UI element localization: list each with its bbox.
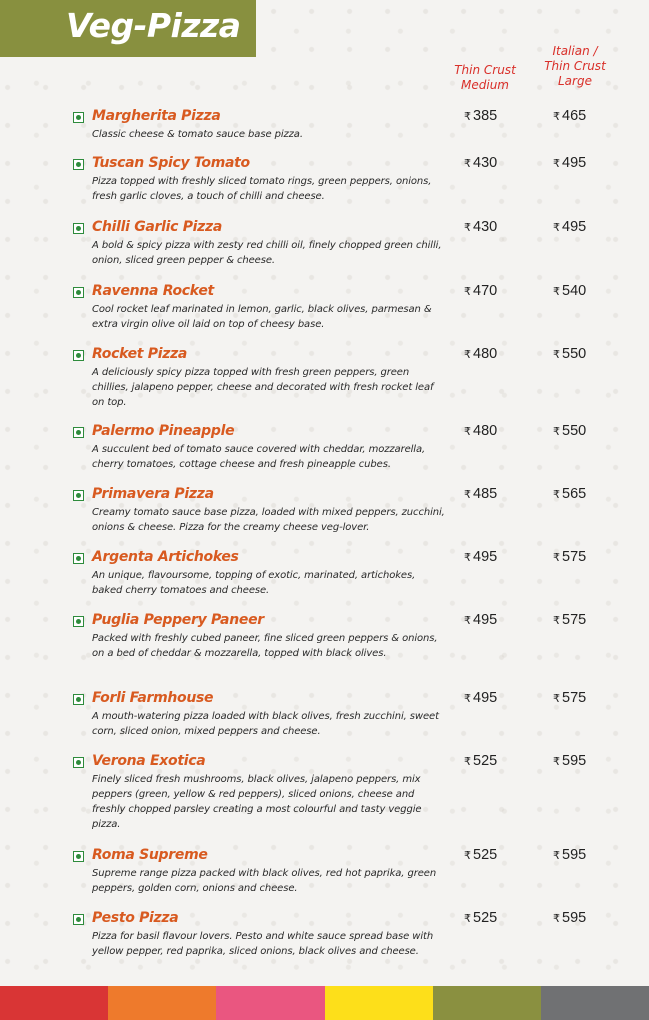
price-large-value: 595 (562, 847, 587, 863)
column-header-medium (446, 63, 524, 93)
column-header-medium-line: Thin Crust (454, 63, 516, 77)
veg-mark-icon (73, 616, 84, 627)
veg-mark-icon (73, 694, 84, 705)
rupee-icon: ₹ (553, 426, 560, 438)
item-description: Supreme range pizza packed with black olives, red hot paprika, green peppers, golden corn, onions and cheese. (92, 868, 437, 894)
price-large-value: 495 (562, 219, 587, 235)
item-description: Pizza topped with freshly sliced tomato rings, green peppers, onions, fresh garlic cloves, a touch of chilli and cheese. (92, 176, 432, 202)
price-large-value: 575 (562, 690, 587, 706)
rupee-icon: ₹ (464, 850, 471, 862)
price-medium-value: 430 (473, 155, 498, 171)
stripe-segment (108, 986, 216, 1020)
price-medium (464, 847, 497, 863)
price-large (553, 155, 586, 171)
item-description: Creamy tomato sauce base pizza, loaded with mixed peppers, zucchini, onions & cheese. Pizza for the creamy cheese veg-lover. (92, 507, 445, 533)
item-description: An unique, flavoursome, topping of exotic, marinated, artichokes, baked cherry tomatoes and cheese. (92, 570, 416, 596)
rupee-icon: ₹ (464, 158, 471, 170)
rupee-icon: ₹ (553, 111, 560, 123)
stripe-segment (325, 986, 433, 1020)
price-large-value: 595 (562, 753, 587, 769)
price-medium-value: 385 (473, 108, 498, 124)
item-description: Finely sliced fresh mushrooms, black olives, jalapeno peppers, mix peppers (green, yellow & red peppers), sliced onions, cheese and freshly chopped parsley creating a most colourful and tasty veggie pizza. (92, 774, 422, 830)
item-name: Argenta Artichokes (92, 549, 239, 565)
price-medium (464, 690, 497, 706)
rupee-icon: ₹ (464, 222, 471, 234)
price-medium (464, 753, 497, 769)
price-medium (464, 108, 497, 124)
rupee-icon: ₹ (553, 850, 560, 862)
column-header-large (536, 44, 614, 89)
price-medium (464, 219, 497, 235)
veg-mark-icon (73, 757, 84, 768)
price-large-value: 575 (562, 612, 587, 628)
price-large-value: 550 (562, 346, 587, 362)
price-large-value: 495 (562, 155, 587, 171)
item-description: Cool rocket leaf marinated in lemon, garlic, black olives, parmesan & extra virgin olive oil laid on top of cheesy base. (92, 304, 432, 330)
rupee-icon: ₹ (464, 111, 471, 123)
color-stripe-footer (0, 986, 649, 1020)
price-medium-value: 470 (473, 283, 498, 299)
rupee-icon: ₹ (464, 349, 471, 361)
price-large (553, 910, 586, 926)
rupee-icon: ₹ (553, 489, 560, 501)
price-medium-value: 430 (473, 219, 498, 235)
veg-mark-icon (73, 851, 84, 862)
veg-mark-icon (73, 350, 84, 361)
rupee-icon: ₹ (464, 913, 471, 925)
price-medium-value: 485 (473, 486, 498, 502)
column-header-large-line: Italian / (552, 44, 598, 58)
item-description: Packed with freshly cubed paneer, fine sliced green peppers & onions, on a bed of cheddar & mozzarella, topped with black olives. (92, 633, 438, 659)
price-large (553, 283, 586, 299)
item-name: Tuscan Spicy Tomato (92, 155, 250, 171)
price-medium (464, 486, 497, 502)
price-large-value: 575 (562, 549, 587, 565)
price-large (553, 690, 586, 706)
veg-mark-icon (73, 287, 84, 298)
rupee-icon: ₹ (553, 222, 560, 234)
price-large-value: 595 (562, 910, 587, 926)
price-medium-value: 495 (473, 612, 498, 628)
price-large-value: 465 (562, 108, 587, 124)
price-medium (464, 612, 497, 628)
rupee-icon: ₹ (464, 693, 471, 705)
stripe-segment (541, 986, 649, 1020)
column-header-large-line: Large (558, 74, 592, 88)
price-medium-value: 525 (473, 753, 498, 769)
price-large (553, 219, 586, 235)
stripe-segment (0, 986, 108, 1020)
price-medium (464, 346, 497, 362)
rupee-icon: ₹ (464, 426, 471, 438)
rupee-icon: ₹ (553, 615, 560, 627)
rupee-icon: ₹ (553, 756, 560, 768)
item-name: Puglia Peppery Paneer (92, 612, 264, 628)
item-name: Chilli Garlic Pizza (92, 219, 223, 235)
price-large-value: 550 (562, 423, 587, 439)
price-large (553, 346, 586, 362)
price-medium-value: 480 (473, 346, 498, 362)
rupee-icon: ₹ (553, 349, 560, 361)
rupee-icon: ₹ (464, 286, 471, 298)
price-medium-value: 480 (473, 423, 498, 439)
veg-mark-icon (73, 490, 84, 501)
rupee-icon: ₹ (464, 615, 471, 627)
price-large-value: 540 (562, 283, 587, 299)
item-name: Roma Supreme (92, 847, 208, 863)
rupee-icon: ₹ (553, 286, 560, 298)
rupee-icon: ₹ (553, 158, 560, 170)
price-large (553, 847, 586, 863)
veg-mark-icon (73, 223, 84, 234)
item-description: A bold & spicy pizza with zesty red chilli oil, finely chopped green chilli, onion, sliced green pepper & cheese. (92, 240, 442, 266)
price-medium-value: 525 (473, 847, 498, 863)
price-large (553, 612, 586, 628)
item-name: Verona Exotica (92, 753, 206, 769)
header-banner (0, 0, 256, 57)
rupee-icon: ₹ (553, 693, 560, 705)
price-large (553, 486, 586, 502)
price-large (553, 753, 586, 769)
item-description: Classic cheese & tomato sauce base pizza. (92, 129, 303, 140)
veg-mark-icon (73, 553, 84, 564)
price-medium (464, 549, 497, 565)
stripe-segment (433, 986, 541, 1020)
price-medium (464, 423, 497, 439)
price-large (553, 108, 586, 124)
rupee-icon: ₹ (553, 552, 560, 564)
price-medium (464, 283, 497, 299)
item-name: Palermo Pineapple (92, 423, 235, 439)
price-large (553, 549, 586, 565)
veg-mark-icon (73, 112, 84, 123)
item-name: Rocket Pizza (92, 346, 188, 362)
veg-mark-icon (73, 427, 84, 438)
rupee-icon: ₹ (553, 913, 560, 925)
price-medium-value: 495 (473, 549, 498, 565)
veg-mark-icon (73, 159, 84, 170)
price-medium (464, 910, 497, 926)
item-name: Ravenna Rocket (92, 283, 214, 299)
rupee-icon: ₹ (464, 552, 471, 564)
price-medium (464, 155, 497, 171)
price-medium-value: 495 (473, 690, 498, 706)
item-description: A succulent bed of tomato sauce covered with cheddar, mozzarella, cherry tomatoes, cottage cheese and fresh pineapple cubes. (92, 444, 426, 470)
price-medium-value: 525 (473, 910, 498, 926)
item-name: Pesto Pizza (92, 910, 179, 926)
item-description: A deliciously spicy pizza topped with fresh green peppers, green chillies, jalapeno pepper, cheese and decorated with fresh rocket leaf on top. (92, 367, 434, 408)
price-large (553, 423, 586, 439)
item-description: Pizza for basil flavour lovers. Pesto and white sauce spread base with yellow pepper, red paprika, sliced onions, black olives and cheese. (92, 931, 434, 957)
column-header-medium-line: Medium (461, 78, 509, 92)
veg-mark-icon (73, 914, 84, 925)
rupee-icon: ₹ (464, 489, 471, 501)
item-name: Margherita Pizza (92, 108, 221, 124)
page-title: Veg-Pizza (66, 6, 241, 45)
rupee-icon: ₹ (464, 756, 471, 768)
stripe-segment (216, 986, 324, 1020)
item-name: Forli Farmhouse (92, 690, 214, 706)
column-header-large-line: Thin Crust (544, 59, 606, 73)
item-name: Primavera Pizza (92, 486, 214, 502)
item-description: A mouth-watering pizza loaded with black olives, fresh zucchini, sweet corn, sliced onion, mixed peppers and cheese. (92, 711, 439, 737)
price-large-value: 565 (562, 486, 587, 502)
